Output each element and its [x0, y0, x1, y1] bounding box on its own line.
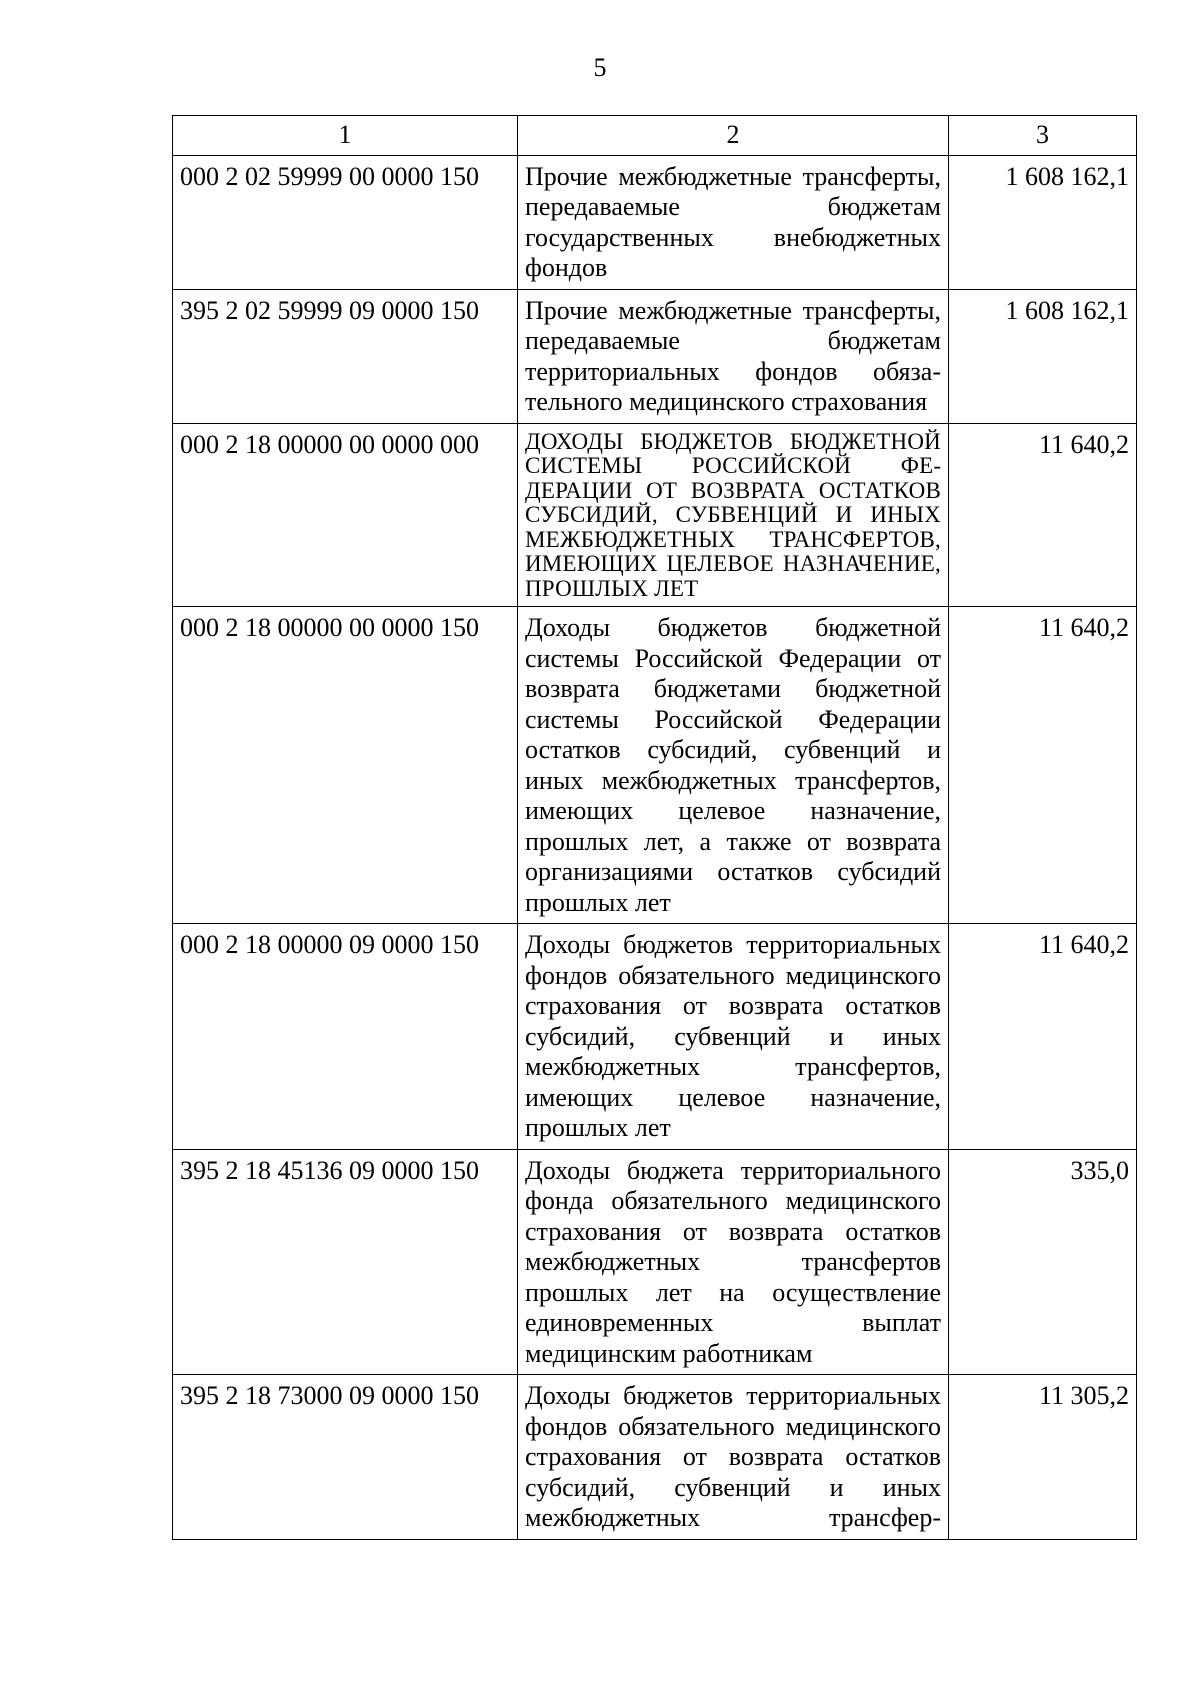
revenue-name: Доходы бюджетов бюджетной системы Российской Федерации от возврата бюджетами бюджетной системы Российской Федерации остатков субсидий, субвенций и иных межбюджетных трансфертов, имеющих целевое назначение, прошлых лет, а также от возврата организациями остатков субсидий прошлых лет	[518, 607, 949, 924]
amount: 11 640,2	[949, 607, 1137, 924]
amount: 11 305,2	[949, 1375, 1137, 1540]
table-row	[173, 607, 1137, 924]
revenue-name: Прочие межбюджетные трансферты, передаваемые бюджетам государственных внебюджетных фондов	[518, 155, 949, 289]
amount: 1 608 162,1	[949, 155, 1137, 289]
budget-code: 000 2 18 00000 00 0000 150	[173, 607, 518, 924]
revenue-table	[172, 115, 1137, 1540]
budget-code: 395 2 02 59999 09 0000 150	[173, 289, 518, 423]
column-header-2: 2	[518, 116, 949, 156]
table-row	[173, 1375, 1137, 1540]
table-row	[173, 423, 1137, 607]
table-row	[173, 1149, 1137, 1375]
column-header-3: 3	[949, 116, 1137, 156]
revenue-name: Доходы бюджета территориального фонда обязательного медицинского страхования от возврата остатков межбюджетных трансфертов прошлых лет на осуществление единовременных выплат медицинским работникам	[518, 1149, 949, 1375]
revenue-name: ДОХОДЫ БЮДЖЕТОВ БЮДЖЕТНОЙ СИСТЕМЫ РОССИЙСКОЙ ФЕДЕРАЦИИ ОТ ВОЗВРАТА ОСТАТКОВ СУБСИДИЙ, СУБВЕНЦИЙ И ИНЫХ МЕЖБЮДЖЕТНЫХ ТРАНСФЕРТОВ, ИМЕЮЩИХ ЦЕЛЕВОЕ НАЗНАЧЕНИЕ, ПРОШЛЫХ ЛЕТ	[518, 423, 949, 607]
amount: 335,0	[949, 1149, 1137, 1375]
revenue-name: Доходы бюджетов территориальных фондов обязательного медицинского страхования от возврата остатков субсидий, субвенций и иных межбюджетных трансфертов, имеющих целевое назначение, прошлых лет	[518, 924, 949, 1150]
table-row	[173, 155, 1137, 289]
column-header-1: 1	[173, 116, 518, 156]
budget-code: 395 2 18 73000 09 0000 150	[173, 1375, 518, 1540]
budget-code: 000 2 18 00000 00 0000 000	[173, 423, 518, 607]
table-header-row	[173, 116, 1137, 156]
budget-code: 000 2 02 59999 00 0000 150	[173, 155, 518, 289]
budget-code: 000 2 18 00000 09 0000 150	[173, 924, 518, 1150]
table-row	[173, 924, 1137, 1150]
amount: 1 608 162,1	[949, 289, 1137, 423]
budget-code: 395 2 18 45136 09 0000 150	[173, 1149, 518, 1375]
revenue-name: Доходы бюджетов территориальных фондов обязательного медицинского страхования от возврата остатков субсидий, субвенций и иных межбюджетных трансфер-	[518, 1375, 949, 1540]
amount: 11 640,2	[949, 924, 1137, 1150]
page-number: 5	[593, 53, 607, 82]
table-row	[173, 289, 1137, 423]
amount: 11 640,2	[949, 423, 1137, 607]
revenue-name: Прочие межбюджетные трансферты, передаваемые бюджетам территориальных фондов обязательного медицинского страхования	[518, 289, 949, 423]
